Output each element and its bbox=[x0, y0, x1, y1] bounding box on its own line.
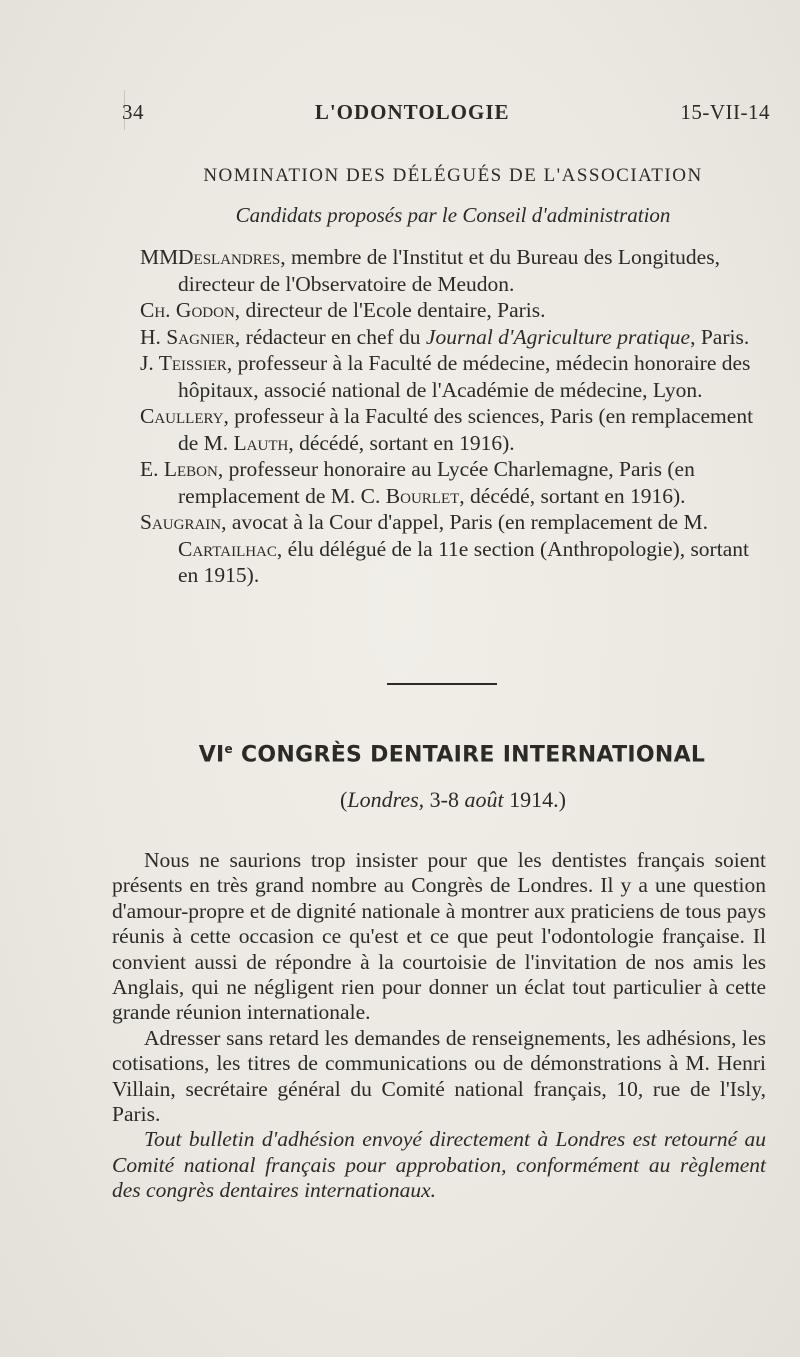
candidate-text: , professeur honoraire au Lycée Charlemagne, Paris (en remplacement de M. C. bbox=[178, 457, 695, 508]
candidate-text-2: , Paris. bbox=[690, 324, 750, 349]
congres-year: 1914. bbox=[503, 787, 559, 812]
congres-title bbox=[172, 742, 732, 767]
replaced-name: Lauth bbox=[233, 430, 289, 455]
replaced-name: Cartailhac bbox=[178, 536, 277, 561]
journal-name: Journal d'Agriculture pratique bbox=[425, 324, 691, 349]
section-divider bbox=[387, 683, 497, 685]
candidate-name: J. Teissier bbox=[140, 351, 227, 375]
candidate-item bbox=[140, 297, 770, 324]
candidate-text-2: , décédé, sortant en 1916). bbox=[288, 430, 515, 455]
candidate-name: E. Lebon bbox=[140, 457, 218, 481]
congres-subtitle: (Londres, 3-8 août 1914.) bbox=[340, 787, 566, 812]
congres-month: août bbox=[464, 787, 504, 812]
replaced-name: Bourlet bbox=[385, 483, 460, 508]
candidate-text: , professeur à la Faculté de médecine, médecin honoraire des hôpitaux, associé national de l'Académie de médecine, Lyon. bbox=[178, 351, 751, 402]
candidate-text: , professeur à la Faculté des sciences, Paris (en remplacement de M. bbox=[178, 404, 754, 455]
candidate-name: Deslandres bbox=[178, 245, 281, 269]
candidate-text: , directeur de l'Ecole dentaire, Paris. bbox=[234, 298, 546, 322]
candidate-item bbox=[140, 509, 770, 589]
candidate-name: Saugrain bbox=[140, 510, 222, 534]
candidate-item bbox=[140, 350, 770, 403]
congres-title-text: CONGRÈS DENTAIRE INTERNATIONAL bbox=[233, 742, 706, 768]
candidate-list bbox=[140, 244, 770, 589]
candidate-name: H. Sagnier bbox=[140, 324, 235, 349]
congres-sup: e bbox=[224, 742, 233, 756]
candidate-text-2: , décédé, sortant en 1916). bbox=[459, 483, 686, 508]
running-header bbox=[122, 100, 770, 125]
nomination-heading: NOMINATION DES DÉLÉGUÉS DE L'ASSOCIATION bbox=[203, 165, 703, 186]
nomination-subheading: Candidats proposés par le Conseil d'administration bbox=[235, 203, 671, 227]
congres-place: Londres, bbox=[347, 787, 425, 812]
candidate-text-2: , élu délégué de la 11e section (Anthropologie), sortant en 1915). bbox=[178, 536, 749, 587]
italic-paragraph: Tout bulletin d'adhésion envoyé directement à Londres est retourné au Comité national français pour approbation, conformément au règlement des congrès dentaires internationaux. bbox=[112, 1127, 766, 1203]
candidate-text: , membre de l'Institut et du Bureau des Longitudes, directeur de l'Observatoire de Meudon. bbox=[178, 245, 720, 296]
candidate-name: Caullery bbox=[140, 404, 224, 428]
candidate-text: , rédacteur en chef du bbox=[234, 324, 426, 349]
candidate-name: Ch. Godon bbox=[140, 298, 235, 322]
candidate-item bbox=[140, 244, 770, 297]
page-number: 34 bbox=[122, 100, 144, 124]
paragraph: Adresser sans retard les demandes de renseignements, les adhésions, les cotisations, les titres de communications ou de démonstrations à M. Henri Villain, secrétaire général du Comité national français, 10, rue de l'Isly, Paris. bbox=[112, 1025, 766, 1127]
candidate-text: , avocat à la Cour d'appel, Paris (en remplacement de M. bbox=[221, 510, 708, 534]
mm-prefix: MM. bbox=[140, 245, 184, 269]
congres-number: VI bbox=[198, 742, 225, 768]
article-body bbox=[112, 848, 766, 1204]
candidate-item bbox=[140, 324, 770, 351]
congres-dates: 3-8 bbox=[424, 787, 465, 812]
candidate-item bbox=[140, 456, 770, 509]
candidate-item bbox=[140, 403, 770, 456]
paragraph: Nous ne saurions trop insister pour que les dentistes français soient présents en très grand nombre au Congrès de Londres. Il y a une question d'amour-propre et de dignité nationale à montrer aux praticiens de tous pays réunis à cette occasion ce qu'est et ce que peut l'odontologie française. Il convient aussi de répondre à la courtoisie de l'invitation de nos amis les Anglais, qui ne négligent rien pour donner un éclat tout particulier à cette grande réunion internationale. bbox=[112, 848, 766, 1025]
journal-title: L'ODONTOLOGIE bbox=[314, 100, 510, 124]
issue-date: 15-VII-14 bbox=[680, 100, 770, 124]
